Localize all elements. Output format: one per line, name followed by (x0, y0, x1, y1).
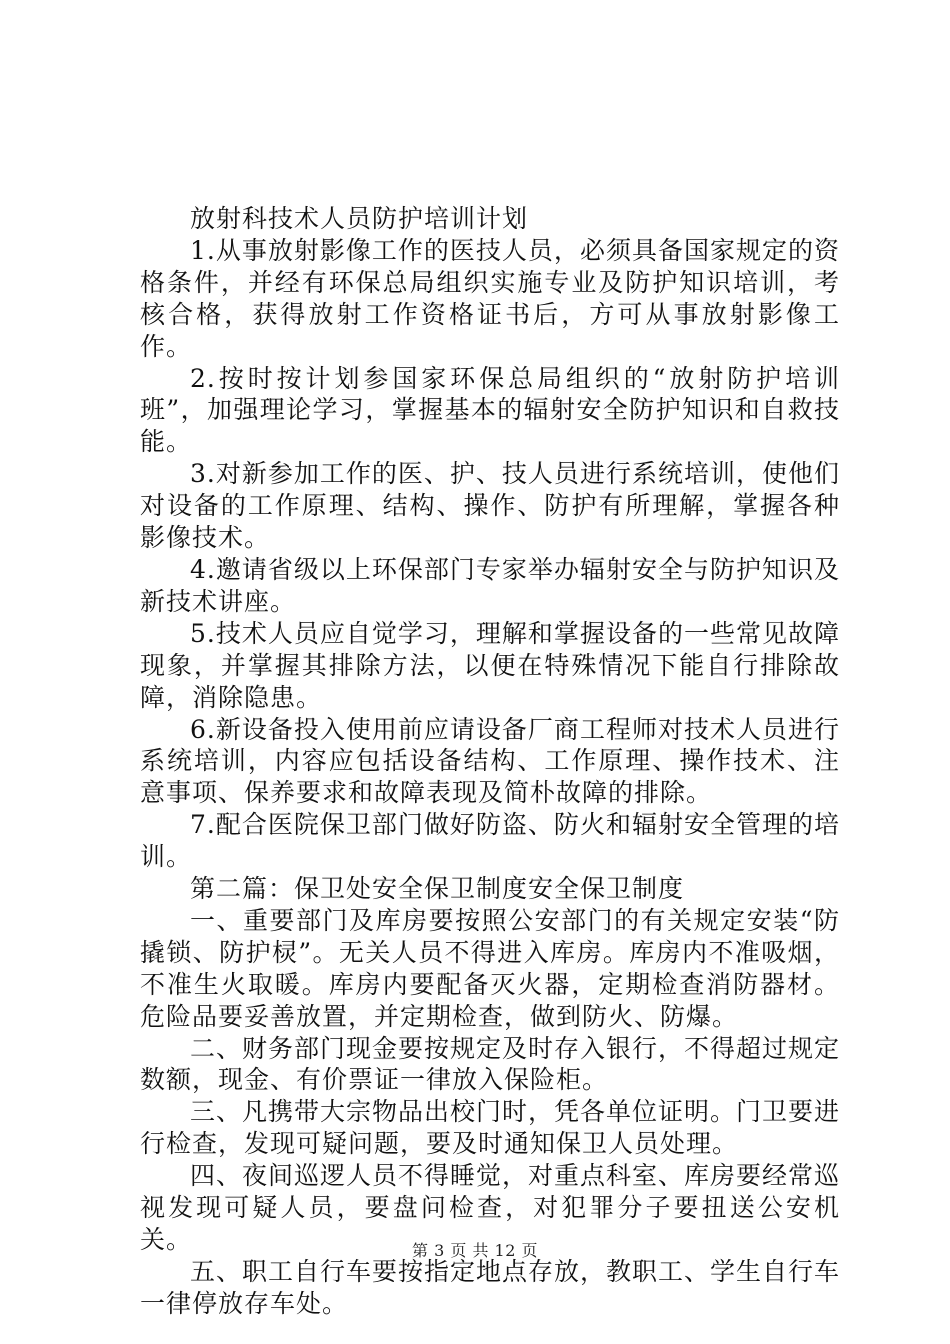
paragraph-item-5: 5.技术人员应自觉学习，理解和掌握设备的一些常见故障现象，并掌握其排除方法，以便在特殊情况下能自行排除故障，消除隐患。 (140, 618, 840, 712)
section-heading: 第二篇：保卫处安全保卫制度安全保卫制度 (190, 874, 685, 904)
document-body (140, 203, 840, 1320)
paragraph-item-7: 7.配合医院保卫部门做好防盗、防火和辐射安全管理的培训。 (140, 810, 840, 872)
paragraph-item-6: 6.新设备投入使用前应请设备厂商工程师对技术人员进行系统培训，内容应包括设备结构、工作原理、操作技术、注意事项、保养要求和故障表现及简朴故障的排除。 (140, 714, 840, 808)
rule-item-2: 二、财务部门现金要按规定及时存入银行，不得超过规定数额，现金、有价票证一律放入保险柜。 (140, 1033, 841, 1095)
rule-item-3: 三、凡携带大宗物品出校门时，凭各单位证明。门卫要进行检查，发现可疑问题，要及时通知保卫人员处理。 (140, 1097, 841, 1159)
paragraph-item-2: 2.按时按计划参国家环保总局组织的“放射防护培训班”，加强理论学习，掌握基本的辐射安全防护知识和自救技能。 (140, 363, 840, 457)
rule-item-1: 一、重要部门及库房要按照公安部门的有关规定安装“防撬锁、防护棂”。无关人员不得进入库房。库房内不准吸烟，不准生火取暖。库房内要配备灭火器，定期检查消防器材。危险品要妥善放置，并定期检查，做到防火、防爆。 (140, 905, 840, 1031)
page-number-footer: 第 3 页 共 12 页 (412, 1241, 538, 1260)
plan-title: 放射科技术人员防护培训计划 (190, 204, 529, 233)
paragraph-item-3: 3.对新参加工作的医、护、技人员进行系统培训，使他们对设备的工作原理、结构、操作、防护有所理解，掌握各种影像技术。 (140, 459, 840, 553)
rule-item-4: 四、夜间巡逻人员不得睡觉，对重点科室、库房要经常巡视发现可疑人员，要盘问检查，对犯罪分子要扭送公安机关。 (140, 1161, 841, 1254)
paragraph-item-4: 4.邀请省级以上环保部门专家举办辐射安全与防护知识及新技术讲座。 (140, 554, 840, 616)
paragraph-item-1: 1.从事放射影像工作的医技人员，必须具备国家规定的资格条件，并经有环保总局组织实施专业及防护知识培训，考核合格，获得放射工作资格证书后，方可从事放射影像工作。 (140, 235, 840, 361)
rule-item-5: 五、职工自行车要按指定地点存放，教职工、学生自行车一律停放存车处。 (140, 1256, 841, 1318)
